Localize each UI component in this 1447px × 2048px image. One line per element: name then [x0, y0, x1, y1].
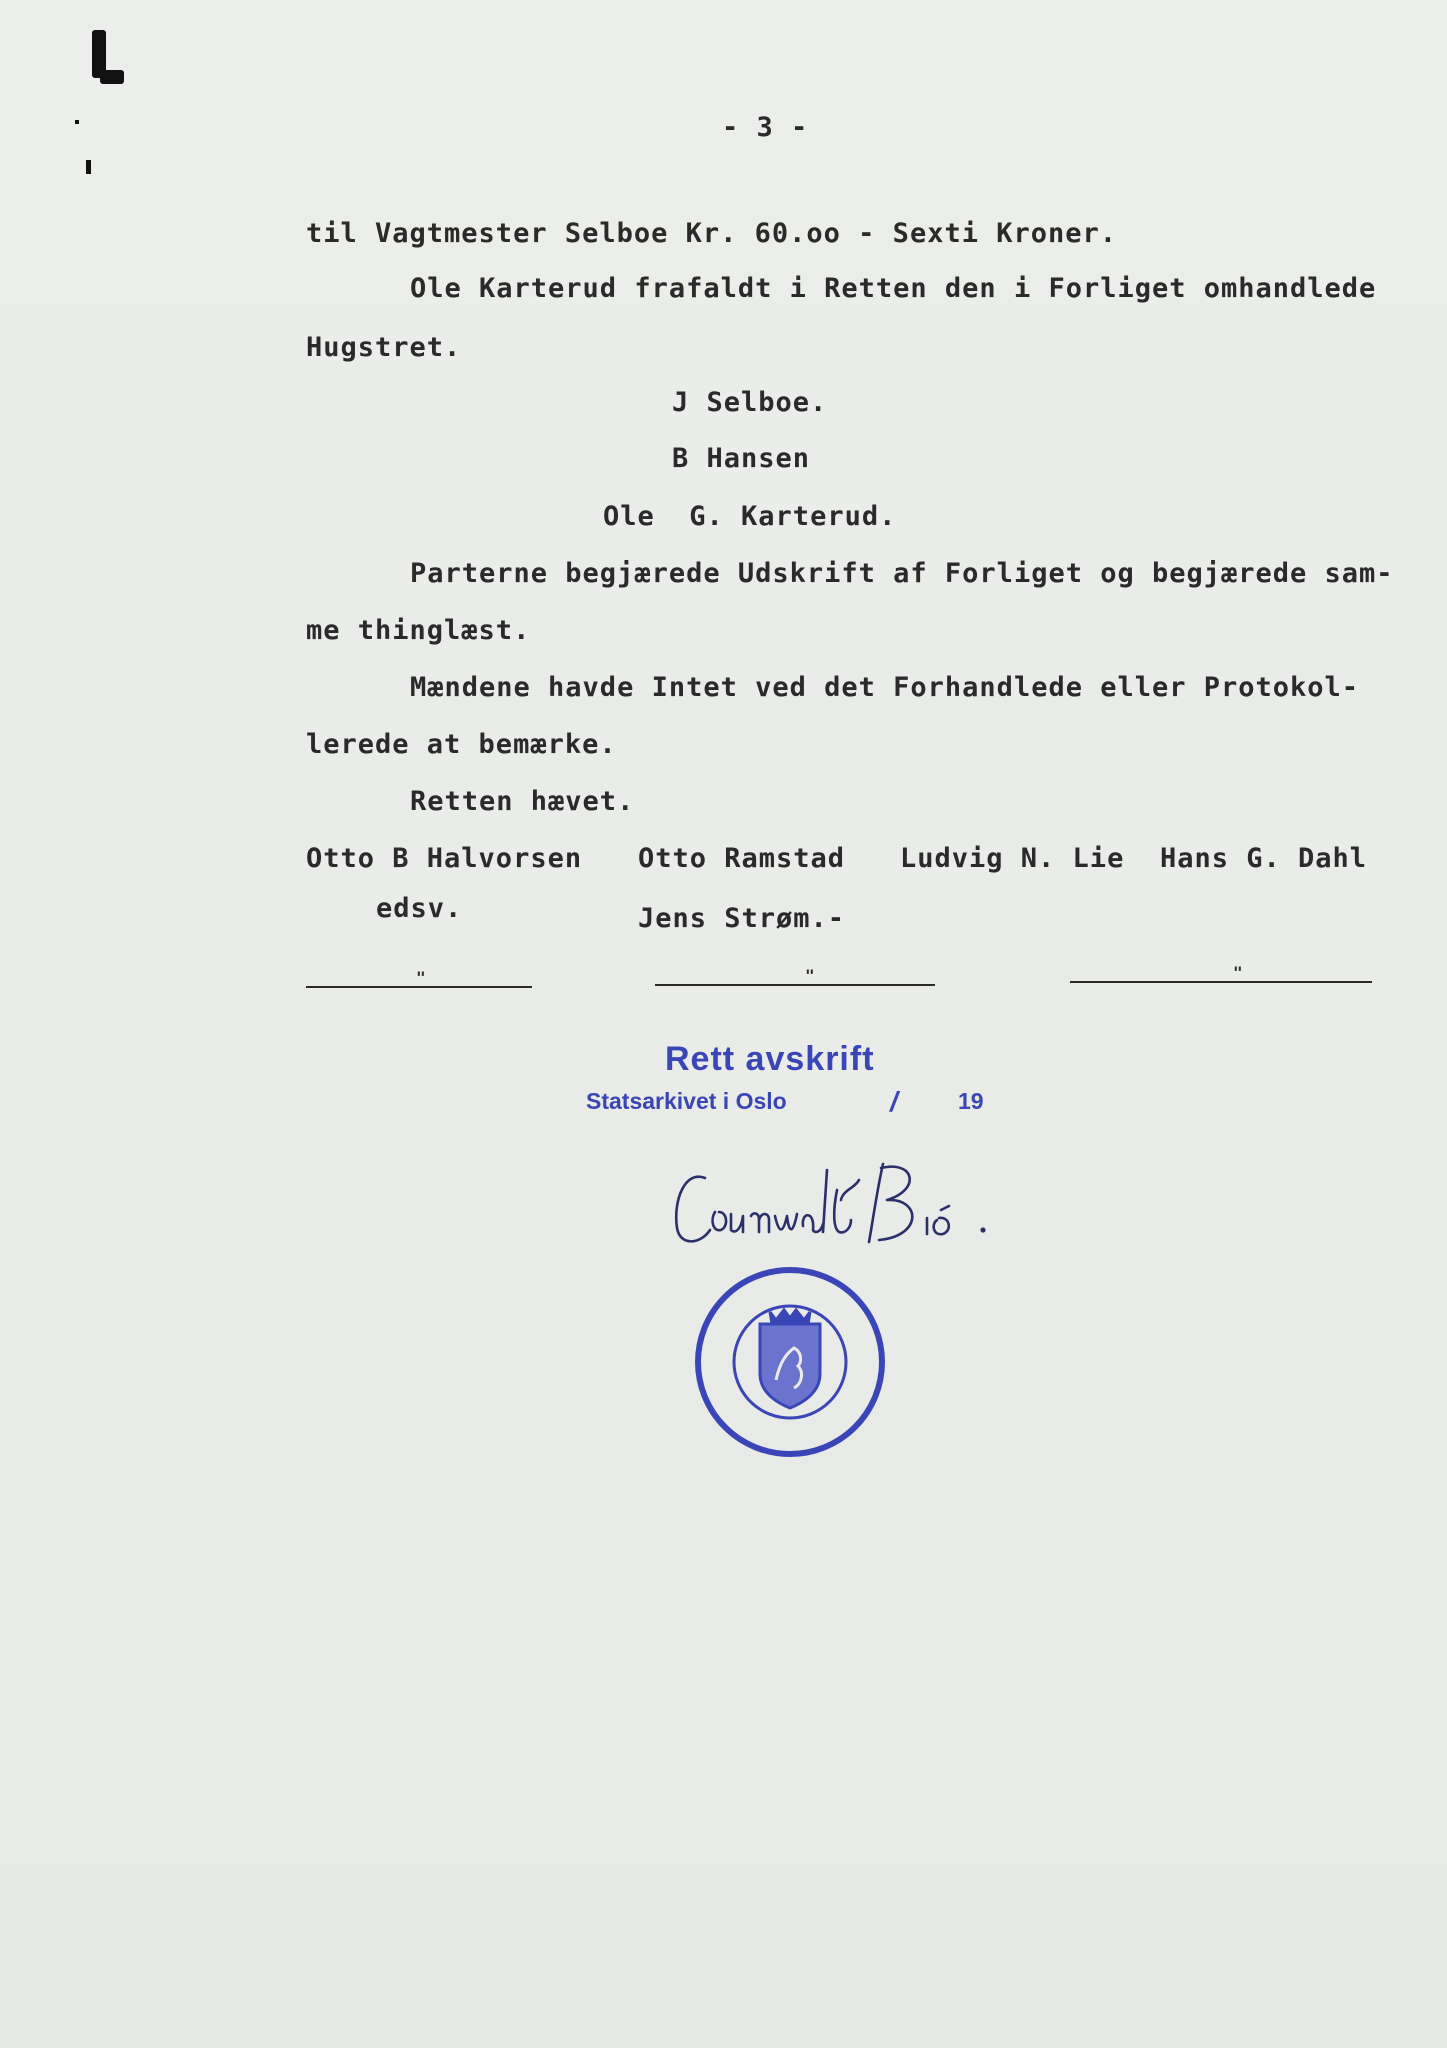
witness-signature: Otto B Halvorsen [306, 843, 583, 874]
binding-mark [75, 120, 79, 124]
witness-signature: Hans G. Dahl [1160, 843, 1368, 874]
signature-rule [655, 984, 935, 986]
archive-name: Statsarkivet i Oslo [586, 1088, 787, 1114]
signature-line: Ole G. Karterud. [603, 501, 897, 532]
witness-signature: edsv. [376, 893, 463, 924]
archive-seal [690, 1262, 890, 1462]
body-line: til Vagtmester Selboe Kr. 60.oo - Sexti Kroner. [306, 218, 1118, 249]
binding-mark [100, 70, 124, 84]
handwritten-signature [665, 1150, 1005, 1260]
rule-mark: " [805, 966, 815, 985]
signature-rule [1070, 981, 1372, 983]
rule-mark: " [1233, 963, 1243, 982]
body-line: Hugstret. [306, 332, 462, 363]
binding-mark [86, 160, 91, 174]
witness-signature: Otto Ramstad [638, 843, 846, 874]
body-line: Retten hævet. [410, 786, 635, 817]
body-line: Ole Karterud frafaldt i Retten den i Forliget omhandlede [410, 273, 1377, 304]
body-line: lerede at bemærke. [306, 729, 617, 760]
rule-mark: " [416, 968, 426, 987]
certification-title: Rett avskrift [665, 1040, 875, 1078]
body-line: Parterne begjærede Udskrift af Forliget og begjærede sam- [410, 558, 1394, 589]
witness-signature: Ludvig N. Lie [900, 843, 1125, 874]
witness-signature: Jens Strøm.- [638, 903, 846, 934]
signature-line: B Hansen [672, 443, 811, 474]
body-line: me thinglæst. [306, 615, 531, 646]
signature-line: J Selboe. [672, 387, 828, 418]
certification-archive [586, 1088, 787, 1115]
certification-year: 19 [958, 1088, 984, 1114]
certification-slash: / [890, 1086, 898, 1117]
page-number: - 3 - [722, 112, 809, 143]
body-line: Mændene havde Intet ved det Forhandlede eller Protokol- [410, 672, 1360, 703]
